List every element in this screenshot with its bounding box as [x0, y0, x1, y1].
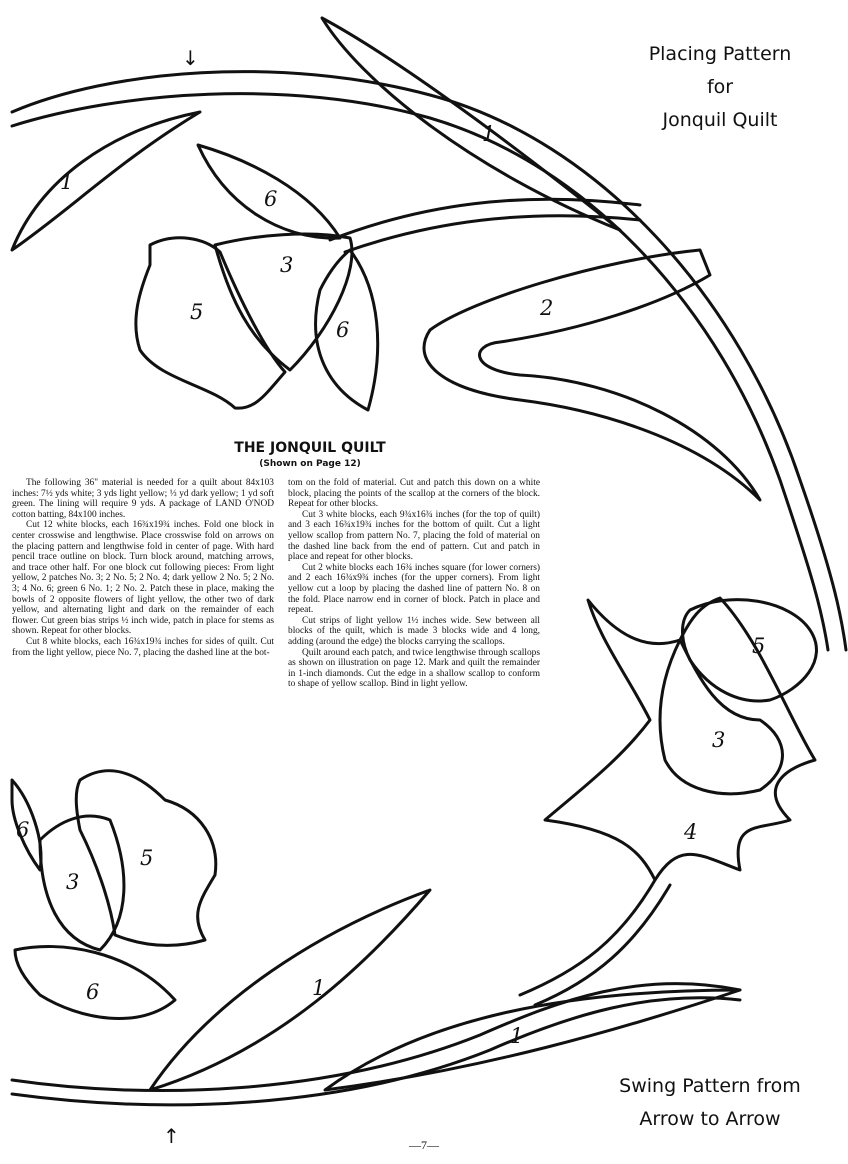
page-number: —7—	[409, 1138, 439, 1152]
title-line-2: for	[706, 76, 734, 98]
pattern-number-5: 5	[190, 300, 204, 324]
bottom-leaf-center	[150, 890, 430, 1090]
article-left-column	[12, 478, 274, 658]
pattern-number-6: 6	[336, 318, 350, 342]
pattern-number-5: 5	[752, 634, 766, 658]
pattern-number-6: 6	[16, 818, 30, 842]
pattern-number-1: 1	[510, 1024, 524, 1048]
top-leaf-center	[322, 18, 620, 230]
pattern-number-3: 3	[712, 728, 726, 752]
article-subtitle: (Shown on Page 12)	[259, 459, 361, 469]
pattern-number-1: 1	[312, 976, 326, 1000]
top-leaf-left	[12, 112, 200, 250]
swing-line-2: Arrow to Arrow	[639, 1108, 781, 1130]
top-arrow-icon: ↓	[182, 46, 199, 70]
article-title: THE JONQUIL QUILT	[234, 440, 386, 456]
pattern-number-1: 1	[482, 122, 496, 146]
pattern-number-6: 6	[86, 980, 100, 1004]
swing-pattern-note	[600, 1070, 820, 1136]
article-paragraph: Quilt around each patch, and twice lengthwise through scallops as shown on illustration on page 12. Mark and quilt the remainder in 1-inch diamonds. Cut the edge in a shallow scallop to conform to shape of yellow scallop. Bind in light yellow.	[288, 647, 540, 690]
loop-2	[424, 250, 760, 500]
right-petal-5	[683, 600, 817, 701]
pattern-number-2: 2	[540, 296, 554, 320]
pattern-number-1: 1	[60, 170, 74, 194]
title-line-3: Jonquil Quilt	[662, 109, 778, 131]
article-paragraph: Cut 3 white blocks, each 9¾x16¾ inches (for the top of quilt) and 3 each 16¾x19¾ inches for the bottom of quilt. Cut a light yellow scallop from pattern No. 7, placing the fold of material on the dashed line back from the end of pattern. Cut and patch in place and repeat for other blocks.	[288, 509, 540, 563]
pattern-number-3: 3	[66, 870, 80, 894]
article-paragraph: Cut 2 white blocks each 16¾ inches square (for lower corners) and 2 each 16¾x9¾ inches (for the upper corners). From light yellow cut a loop by placing the dashed line of pattern No. 8 on the fold. Place narrow end in corner of block. Patch in place and repeat.	[288, 562, 540, 616]
article-paragraph: Cut 12 white blocks, each 16¾x19¾ inches. Fold one block in center crosswise and lengthwise. Place crosswise fold on arrows on the placing pattern and lengthwise fold in center of page. With hard pencil trace outline on block. Turn block around, matching arrows, and trace other half. For one block cut following pieces: From light yellow, 2 patches No. 3; 2 No. 5; 2 No. 4; dark yellow 2 No. 5; 2 No. 3; 4 No. 6; green 6 No. 1; 2 No. 2. Patch these in place, making the bowls of 2 opposite flowers of light yellow, the other two of dark yellow, and alternating light and dark on the remainder of each flower. Cut green bias strips ½ inch wide, patch in place for stems as shown. Repeat for other blocks.	[12, 520, 274, 637]
article-paragraph: The following 36" material is needed for a quilt about 84x103 inches: 7½ yds white; 3 yds light yellow; ⅓ yd dark yellow; 1 yd soft green. The lining will require 9 yds. A package of LAND O'NOD cotton batting, 84x100 inches.	[12, 478, 274, 520]
bottom-arrow-icon: ↑	[163, 1124, 180, 1148]
pattern-number-6: 6	[264, 187, 278, 211]
pattern-number-5: 5	[140, 846, 154, 870]
article-paragraph: tom on the fold of material. Cut and patch this down on a white block, placing the points of the scallop at the corners of the block. Repeat for other blocks.	[288, 478, 540, 510]
pattern-number-4: 4	[684, 820, 698, 844]
article-paragraph: Cut 8 white blocks, each 16¾x19¾ inches for sides of quilt. Cut from the light yellow, piece No. 7, placing the dashed line at the bot-	[12, 636, 274, 658]
upper-petal-5	[136, 238, 285, 408]
placing-pattern-title	[610, 38, 830, 137]
article-right-column	[288, 478, 540, 690]
pattern-number-3: 3	[280, 253, 294, 277]
article-paragraph: Cut strips of light yellow 1½ inches wide. Sew between all blocks of the quilt, which is made 3 blocks wide and 4 long, adding (around the edge) the blocks carrying the scallops.	[288, 615, 540, 647]
title-line-1: Placing Pattern	[648, 43, 792, 65]
swing-line-1: Swing Pattern from	[619, 1075, 801, 1097]
